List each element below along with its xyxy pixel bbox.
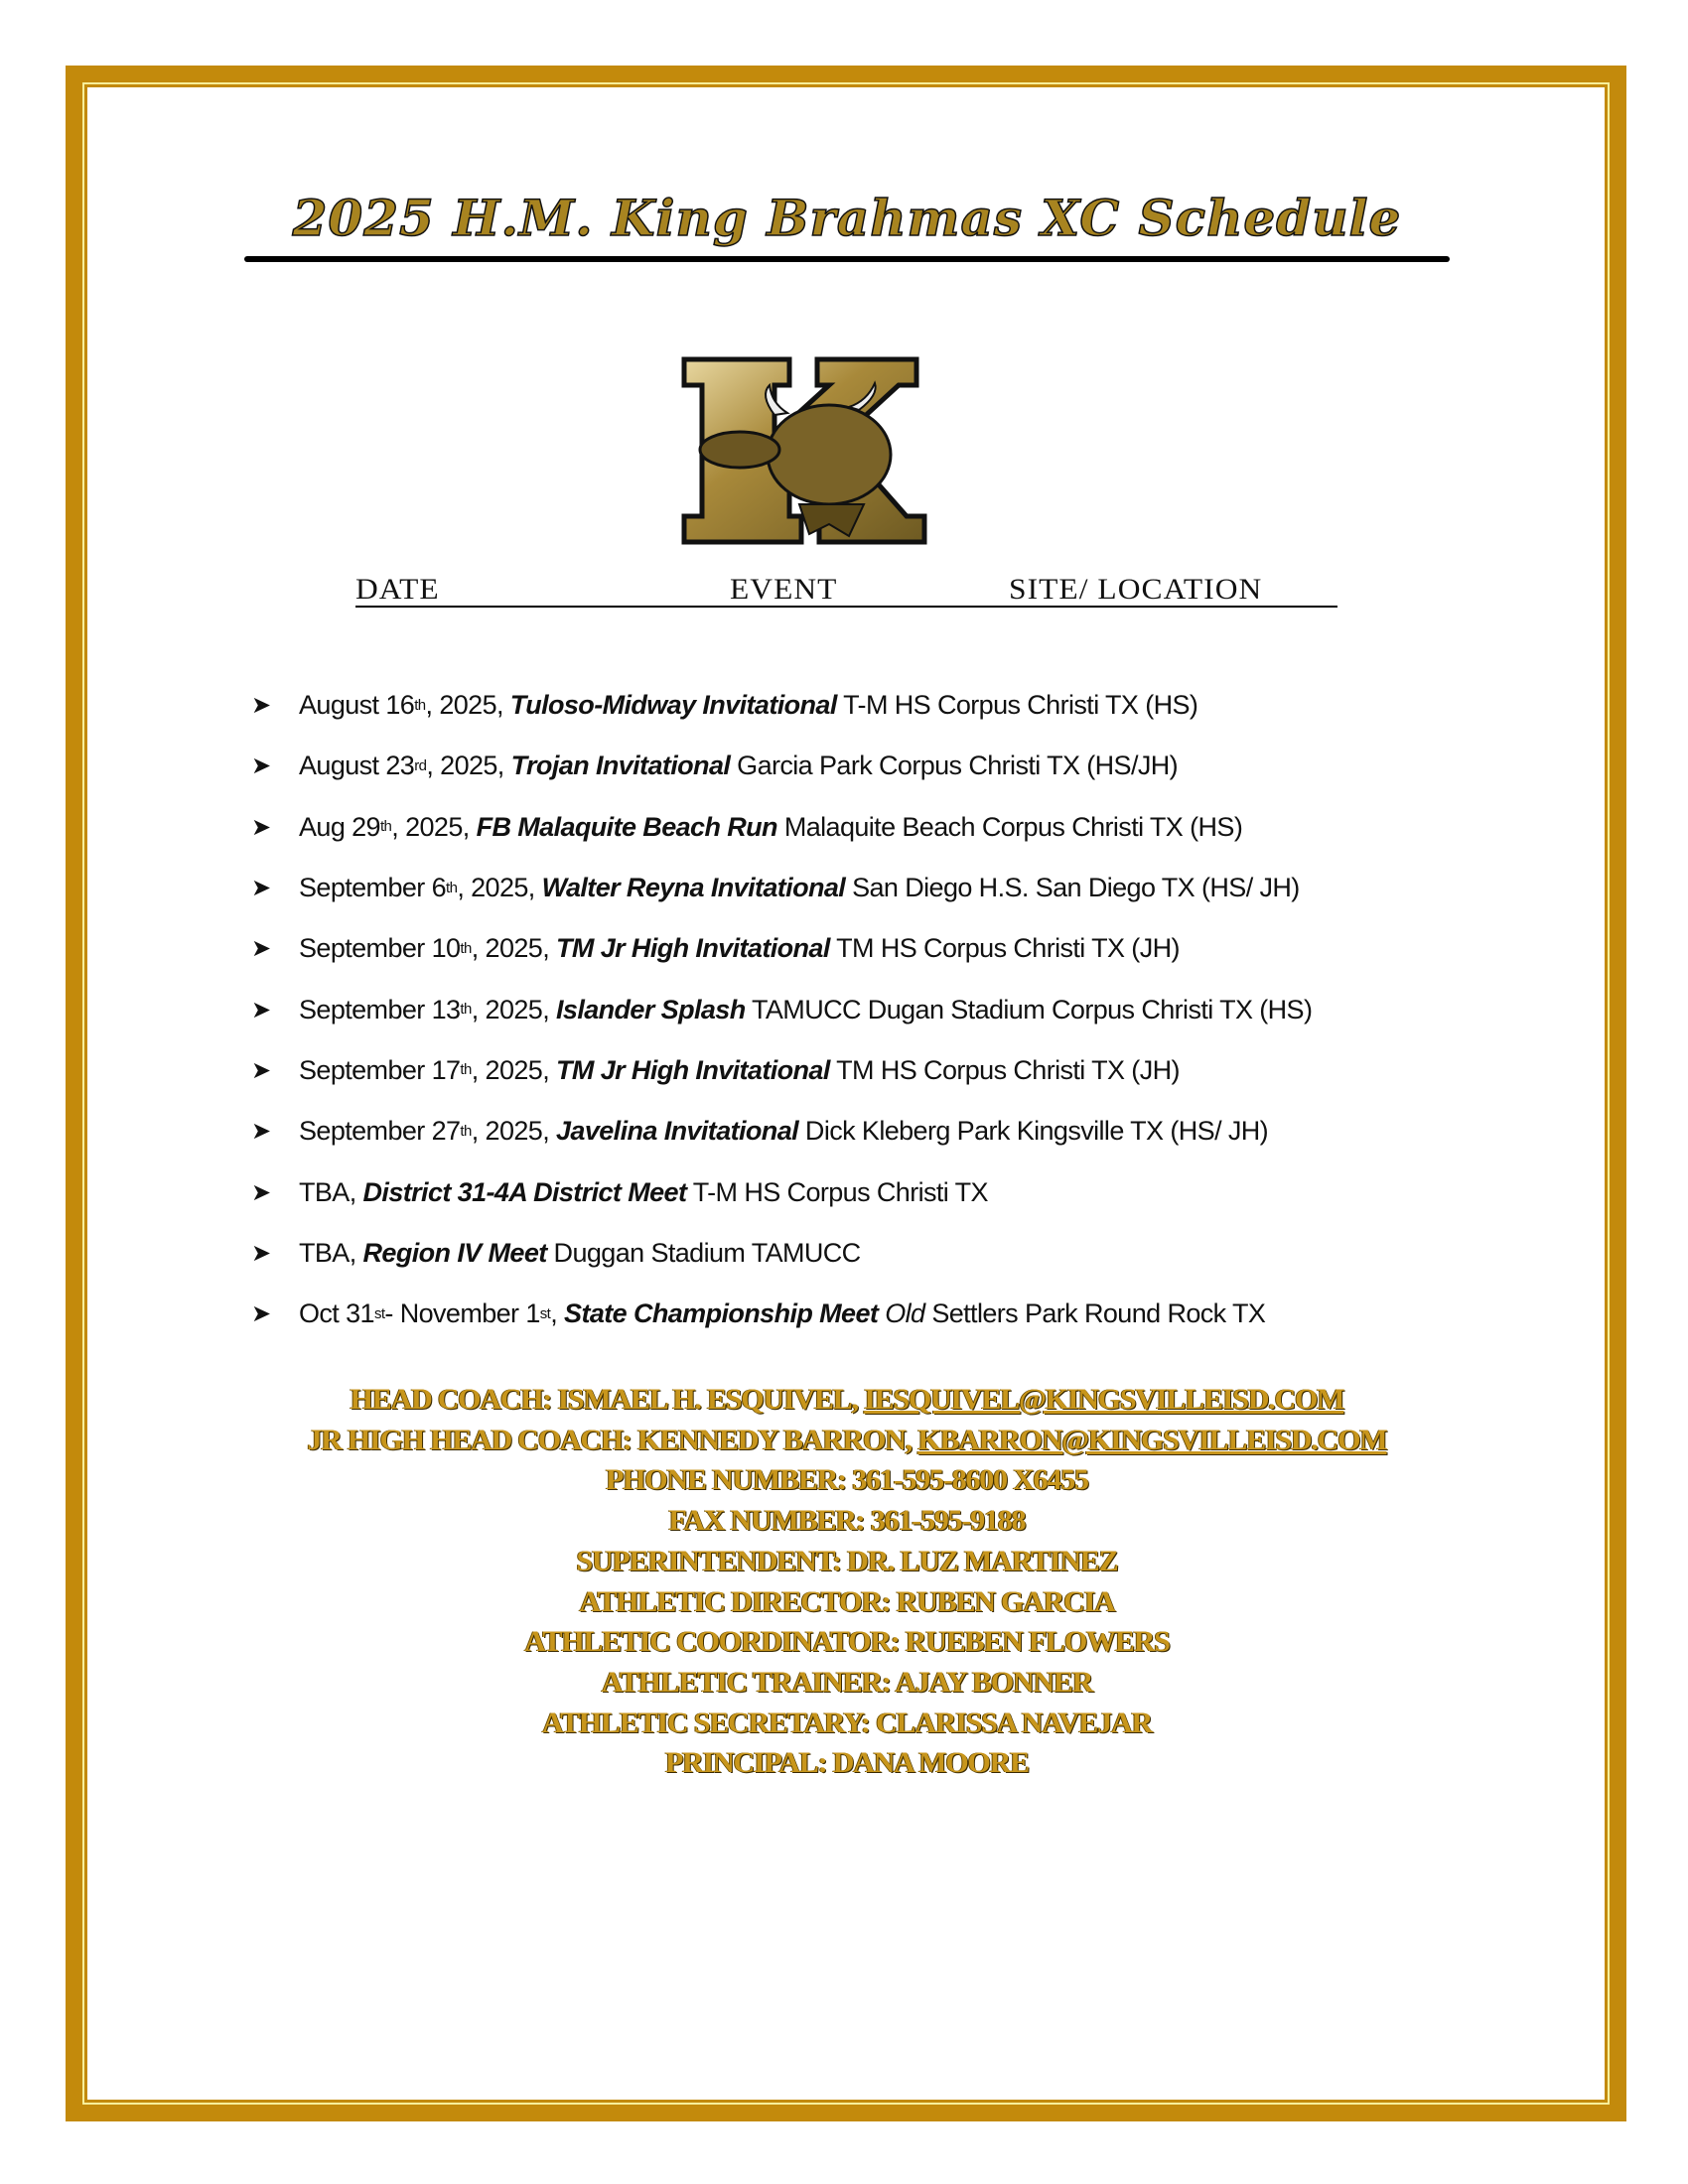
list-item: ➤ September 6 th , 2025, Walter Reyna Invitational San Diego H.S. San Diego TX (HS/ JH) — [251, 873, 1300, 903]
column-header-event: EVENT — [730, 573, 838, 606]
list-item — [251, 1223, 1312, 1284]
header-underline — [355, 606, 1337, 608]
superintendent: SUPERINTENDENT: DR. LUZ MARTINEZ — [576, 1544, 1118, 1577]
event-name: State Championship Meet — [564, 1298, 879, 1329]
head-coach-label: HEAD COACH: ISMAEL H. ESQUIVEL, — [350, 1383, 865, 1416]
jh-coach-email-link[interactable]: KBARRON@KINGSVILLEISD.COM — [917, 1423, 1387, 1456]
arrow-bullet-icon: ➤ — [251, 1300, 271, 1328]
event-name: Islander Splash — [556, 994, 746, 1024]
event-site: San Diego H.S. San Diego TX (HS/ JH) — [845, 873, 1300, 903]
event-site: TAMUCC Dugan Stadium Corpus Christi TX (HS) — [745, 994, 1313, 1024]
event-date: TBA — [299, 1237, 350, 1268]
event-site-italic: Old — [878, 1298, 925, 1329]
athletic-director: ATHLETIC DIRECTOR: RUBEN GARCIA — [579, 1584, 1115, 1618]
event-name: District 31-4A District Meet — [362, 1176, 687, 1207]
event-name: TM Jr High Invitational — [556, 933, 830, 964]
head-coach-email-link[interactable]: IESQUIVEL@KINGSVILLEISD.COM — [864, 1383, 1344, 1416]
list-item: ➤ Aug 29 th , 2025, FB Malaquite Beach Run Malaquite Beach Corpus Christi TX (HS) — [251, 811, 1243, 842]
title-underline — [244, 256, 1450, 262]
athletic-coordinator: ATHLETIC COORDINATOR: RUEBEN FLOWERS — [524, 1625, 1170, 1659]
event-site: T-M HS Corpus Christi TX (HS) — [836, 690, 1198, 721]
event-name: TM Jr High Invitational — [556, 1054, 830, 1085]
arrow-bullet-icon: ➤ — [251, 1239, 271, 1267]
arrow-bullet-icon: ➤ — [251, 875, 271, 902]
schedule-list — [251, 675, 1312, 1344]
arrow-bullet-icon: ➤ — [251, 996, 271, 1024]
event-date-rest: , 2025, — [425, 690, 510, 721]
event-date-rest: , — [550, 1298, 565, 1329]
column-header-site: SITE/ LOCATION — [1009, 573, 1263, 606]
page-title: 2025 H.M. King Brahmas XC Schedule — [292, 189, 1402, 247]
contact-block — [87, 1380, 1607, 1784]
arrow-bullet-icon: ➤ — [251, 1118, 271, 1146]
event-date-rest: , — [349, 1237, 363, 1268]
event-site: T-M HS Corpus Christi TX — [686, 1176, 988, 1207]
brahma-bull-k-logo — [680, 355, 1028, 546]
principal: PRINCIPAL: DANA MOORE — [665, 1746, 1029, 1780]
jh-coach-label: JR HIGH HEAD COACH: KENNEDY BARRON, — [307, 1423, 918, 1456]
athletic-trainer: ATHLETIC TRAINER: AJAY BONNER — [601, 1665, 1093, 1699]
event-site: Duggan Stadium TAMUCC — [546, 1237, 861, 1268]
list-item: ➤ September 10 th , 2025, TM Jr High Invitational TM HS Corpus Christi TX (JH) — [251, 933, 1180, 964]
arrow-bullet-icon: ➤ — [251, 752, 271, 780]
arrow-bullet-icon: ➤ — [251, 692, 271, 720]
event-name: Tuloso-Midway Invitational — [509, 690, 837, 721]
event-date: September 6 — [299, 873, 446, 903]
event-site: TM HS Corpus Christi TX (JH) — [829, 933, 1180, 964]
event-date-rest: , — [349, 1176, 363, 1207]
list-item — [251, 1161, 1312, 1222]
list-item: ➤ September 13 th , 2025, Islander Splash TAMUCC Dugan Stadium Corpus Christi TX (HS) — [251, 994, 1313, 1024]
event-date-rest: , 2025, — [471, 994, 557, 1024]
event-date: September 27 — [299, 1116, 461, 1147]
event-date: August 23 — [299, 751, 415, 781]
event-date-rest: , 2025, — [391, 811, 477, 842]
event-name: Region IV Meet — [362, 1237, 547, 1268]
event-name: Walter Reyna Invitational — [541, 873, 846, 903]
event-site: Garcia Park Corpus Christi TX (HS/JH) — [730, 751, 1179, 781]
event-site: Settlers Park Round Rock TX — [924, 1298, 1266, 1329]
event-name: FB Malaquite Beach Run — [476, 811, 777, 842]
event-date-rest: , 2025, — [457, 873, 542, 903]
arrow-bullet-icon: ➤ — [251, 1056, 271, 1084]
event-name: Trojan Invitational — [510, 751, 731, 781]
event-site: TM HS Corpus Christi TX (JH) — [829, 1054, 1180, 1085]
head-coach — [87, 1380, 1607, 1421]
event-site: Dick Kleberg Park Kingsville TX (HS/ JH) — [798, 1116, 1269, 1147]
list-item: ➤ September 17 th , 2025, TM Jr High Invitational TM HS Corpus Christi TX (JH) — [251, 1054, 1180, 1085]
event-site: Malaquite Beach Corpus Christi TX (HS) — [776, 811, 1243, 842]
athletic-secretary: ATHLETIC SECRETARY: CLARISSA NAVEJAR — [542, 1706, 1152, 1739]
list-item: ➤ August 23 rd , 2025, Trojan Invitational Garcia Park Corpus Christi TX (HS/JH) — [251, 751, 1179, 781]
arrow-bullet-icon: ➤ — [251, 1178, 271, 1206]
list-item-state: ➤ Oct 31 st - November 1 st , State Championship Meet Old Settlers Park Round Rock TX — [251, 1298, 1266, 1329]
event-date: September 17 — [299, 1054, 461, 1085]
phone-number: PHONE NUMBER: 361-595-8600 X6455 — [606, 1463, 1088, 1497]
list-item: ➤ September 27 th , 2025, Javelina Invitational Dick Kleberg Park Kingsville TX (HS/ JH) — [251, 1116, 1269, 1147]
event-date: September 13 — [299, 994, 461, 1024]
event-date-rest: , 2025, — [471, 1054, 557, 1085]
event-date: TBA — [299, 1176, 350, 1207]
column-header-date: DATE — [355, 573, 440, 606]
arrow-bullet-icon: ➤ — [251, 935, 271, 963]
event-date: Oct 31 — [299, 1298, 374, 1329]
event-date: September 10 — [299, 933, 461, 964]
fax-number: FAX NUMBER: 361-595-9188 — [668, 1504, 1026, 1538]
event-date-rest: - November 1 — [384, 1298, 540, 1329]
event-name: Javelina Invitational — [556, 1116, 799, 1147]
jh-coach — [87, 1421, 1607, 1461]
event-date-rest: , 2025, — [471, 1116, 557, 1147]
list-item: ➤ August 16 th , 2025, Tuloso-Midway Invitational T-M HS Corpus Christi TX (HS) — [251, 690, 1198, 721]
event-date-rest: , 2025, — [426, 751, 511, 781]
arrow-bullet-icon: ➤ — [251, 813, 271, 841]
event-date: Aug 29 — [299, 811, 380, 842]
event-date-rest: , 2025, — [471, 933, 557, 964]
event-date: August 16 — [299, 690, 415, 721]
